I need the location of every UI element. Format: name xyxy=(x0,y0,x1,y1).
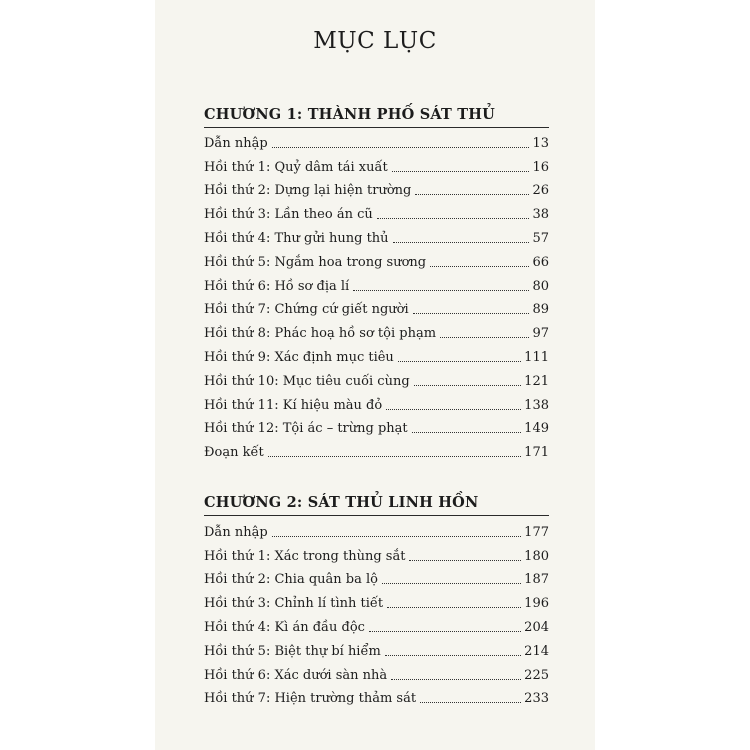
toc-entry xyxy=(204,366,549,390)
dot-leader xyxy=(414,385,522,386)
toc-entry xyxy=(204,636,549,660)
toc-entry-label: Hồi thứ 3: Chỉnh lí tình tiết xyxy=(204,596,384,612)
dot-leader xyxy=(413,313,530,314)
toc-entry xyxy=(204,660,549,684)
chapter-2-rule xyxy=(204,515,549,516)
toc-entry-page-number: 111 xyxy=(524,349,549,365)
toc-entry-page-number: 80 xyxy=(532,278,549,294)
toc-entry-page-number: 149 xyxy=(524,421,549,437)
toc-entry xyxy=(204,176,549,200)
toc-entry xyxy=(204,199,549,223)
toc-entry-label: Hồi thứ 2: Chia quân ba lộ xyxy=(204,572,378,588)
toc-entry-label: Dẫn nhập xyxy=(204,135,268,151)
dot-leader xyxy=(377,218,530,219)
toc-entry-page-number: 26 xyxy=(532,183,549,199)
dot-leader xyxy=(272,147,530,148)
chapter-1-entries xyxy=(204,128,549,461)
toc-entry-label: Hồi thứ 1: Quỷ dâm tái xuất xyxy=(204,159,388,175)
toc-entry xyxy=(204,684,549,708)
chapter-1-heading: CHƯƠNG 1: THÀNH PHỐ SÁT THỦ xyxy=(204,106,496,123)
dot-leader xyxy=(387,607,521,608)
toc-entry xyxy=(204,318,549,342)
book-page xyxy=(155,0,595,750)
toc-entry-label: Hồi thứ 2: Dựng lại hiện trường xyxy=(204,183,412,199)
toc-entry-label: Hồi thứ 12: Tội ác – trừng phạt xyxy=(204,421,408,437)
dot-leader xyxy=(409,560,521,561)
toc-entry-page-number: 38 xyxy=(532,207,549,223)
toc-entry-label: Hồi thứ 11: Kí hiệu màu đỏ xyxy=(204,397,383,413)
dot-leader xyxy=(415,194,529,195)
toc-entry xyxy=(204,565,549,589)
toc-entry xyxy=(204,517,549,541)
toc-entry-label: Hồi thứ 1: Xác trong thùng sắt xyxy=(204,548,406,564)
toc-entry xyxy=(204,390,549,414)
toc-entry-page-number: 138 xyxy=(524,397,549,413)
toc-entry-page-number: 13 xyxy=(532,135,549,151)
dot-leader xyxy=(398,361,521,362)
toc-entry xyxy=(204,247,549,271)
page-title: MỤC LỤC xyxy=(313,28,437,54)
toc-entry-label: Hồi thứ 6: Xác dưới sàn nhà xyxy=(204,667,388,683)
toc-entry xyxy=(204,342,549,366)
toc-entry xyxy=(204,152,549,176)
dot-leader xyxy=(386,409,521,410)
toc-entry-label: Hồi thứ 9: Xác định mục tiêu xyxy=(204,349,394,365)
toc-entry-page-number: 233 xyxy=(524,691,549,707)
toc-entry-page-number: 97 xyxy=(532,326,549,342)
toc-entry xyxy=(204,541,549,565)
toc-entry-page-number: 225 xyxy=(524,667,549,683)
dot-leader xyxy=(382,583,521,584)
dot-leader xyxy=(393,242,530,243)
toc-entry xyxy=(204,437,549,461)
toc-entry xyxy=(204,271,549,295)
toc-entry-label: Hồi thứ 8: Phác hoạ hồ sơ tội phạm xyxy=(204,326,437,342)
dot-leader xyxy=(353,290,529,291)
toc-entry-page-number: 121 xyxy=(524,373,549,389)
chapter-2-entries xyxy=(204,517,549,707)
toc-entry-label: Đoạn kết xyxy=(204,445,264,461)
toc-entry-page-number: 180 xyxy=(524,548,549,564)
dot-leader xyxy=(272,536,521,537)
chapter-2-heading: CHƯƠNG 2: SÁT THỦ LINH HỒN xyxy=(204,494,479,511)
toc-entry-page-number: 57 xyxy=(532,230,549,246)
toc-entry-label: Hồi thứ 7: Hiện trường thảm sát xyxy=(204,691,417,707)
toc-entry-page-number: 171 xyxy=(524,445,549,461)
dot-leader xyxy=(430,266,529,267)
toc-entry-page-number: 66 xyxy=(532,254,549,270)
toc-entry-label: Hồi thứ 3: Lần theo án cũ xyxy=(204,207,373,223)
dot-leader xyxy=(369,631,521,632)
toc-entry xyxy=(204,414,549,438)
toc-entry-label: Hồi thứ 6: Hồ sơ địa lí xyxy=(204,278,350,294)
toc-entry-label: Hồi thứ 5: Biệt thự bí hiểm xyxy=(204,643,381,659)
toc-entry-label: Dẫn nhập xyxy=(204,524,268,540)
toc-entry xyxy=(204,588,549,612)
toc-entry xyxy=(204,128,549,152)
toc-entry-label: Hồi thứ 4: Kì án đầu độc xyxy=(204,619,365,635)
toc-entry-page-number: 177 xyxy=(524,524,549,540)
toc-entry-label: Hồi thứ 5: Ngắm hoa trong sương xyxy=(204,254,427,270)
toc-entry xyxy=(204,295,549,319)
toc-entry-label: Hồi thứ 7: Chứng cứ giết người xyxy=(204,302,409,318)
toc-entry xyxy=(204,223,549,247)
toc-entry-page-number: 16 xyxy=(532,159,549,175)
dot-leader xyxy=(391,679,521,680)
dot-leader xyxy=(385,655,521,656)
dot-leader xyxy=(268,456,521,457)
dot-leader xyxy=(440,337,529,338)
toc-entry-page-number: 187 xyxy=(524,572,549,588)
dot-leader xyxy=(420,702,521,703)
toc-entry-page-number: 204 xyxy=(524,619,549,635)
dot-leader xyxy=(412,432,522,433)
toc-entry-label: Hồi thứ 10: Mục tiêu cuối cùng xyxy=(204,373,410,389)
toc-entry-page-number: 89 xyxy=(532,302,549,318)
toc-entry xyxy=(204,612,549,636)
toc-entry-label: Hồi thứ 4: Thư gửi hung thủ xyxy=(204,230,389,246)
toc-entry-page-number: 214 xyxy=(524,643,549,659)
toc-entry-page-number: 196 xyxy=(524,596,549,612)
dot-leader xyxy=(392,171,530,172)
